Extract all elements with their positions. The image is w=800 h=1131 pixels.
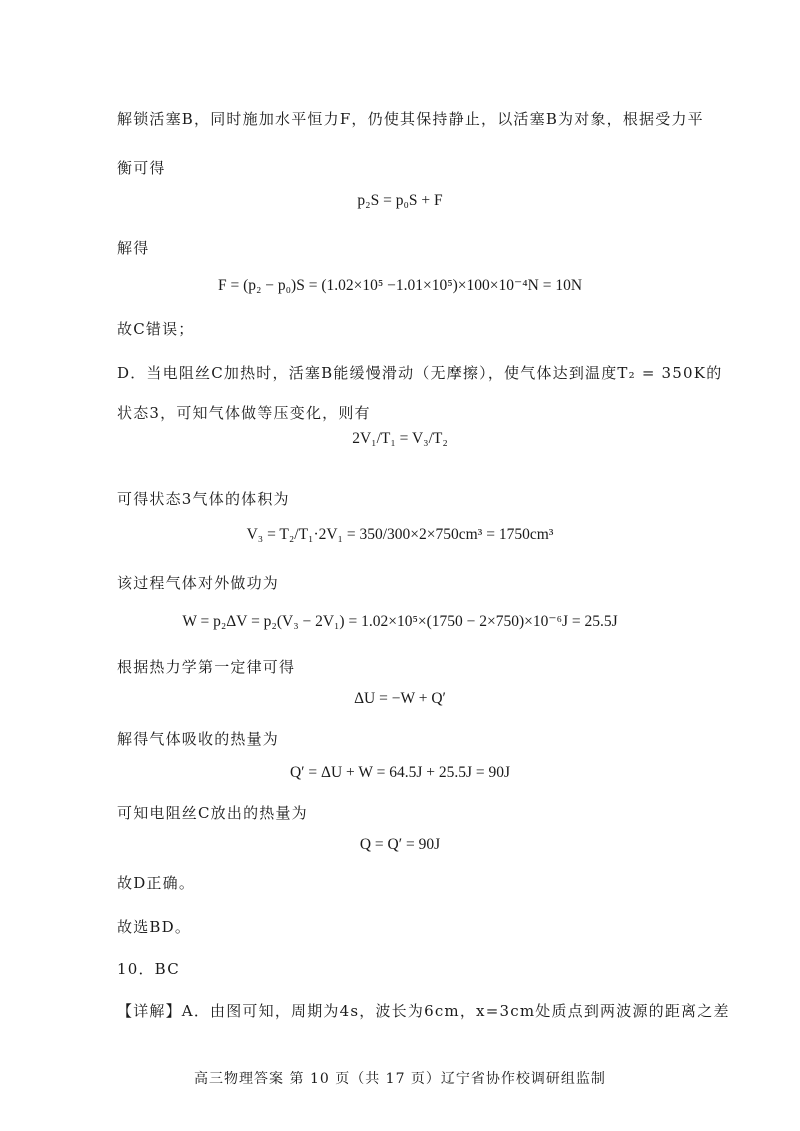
equation-heat-released bbox=[0, 836, 800, 854]
equation-isobaric-text: 2V₁/T₁ = V₃/T₂ bbox=[352, 430, 448, 447]
equation-force-value-text: F = (p₂ − p₀)S = (1.02×10⁵ −1.01×10⁵)×100×10⁻⁴N = 10N bbox=[217, 277, 583, 294]
equation-work-text: W = p₂ΔV = p₂(V₃ − 2V₁) = 1.02×10⁵×(1750 − 2×750)×10⁻⁶J = 25.5J bbox=[182, 613, 618, 630]
equation-volume bbox=[0, 526, 800, 544]
text-line-8: 该过程气体对外做功为 bbox=[117, 574, 280, 592]
text-line-7: 可得状态3气体的体积为 bbox=[117, 490, 290, 508]
equation-force-balance-text: p₂S = p₀S + F bbox=[357, 192, 443, 209]
text-line-5: D．当电阻丝C加热时，活塞B能缓慢滑动（无摩擦），使气体达到温度T₂ = 350K的 bbox=[117, 364, 723, 382]
text-line-11: 可知电阻丝C放出的热量为 bbox=[117, 804, 308, 822]
text-line-10: 解得气体吸收的热量为 bbox=[117, 730, 280, 748]
equation-heat-absorbed bbox=[0, 764, 800, 782]
equation-heat-absorbed-text: Q′ = ΔU + W = 64.5J + 25.5J = 90J bbox=[289, 764, 511, 781]
text-line-1: 解锁活塞B，同时施加水平恒力F，仍使其保持静止，以活塞B为对象，根据受力平 bbox=[117, 110, 704, 128]
equation-heat-released-text: Q = Q′ = 90J bbox=[359, 836, 441, 853]
text-line-14: 10．BC bbox=[117, 960, 180, 978]
equation-first-law bbox=[0, 690, 800, 708]
text-line-9: 根据热力学第一定律可得 bbox=[117, 658, 296, 676]
text-line-13: 故选BD。 bbox=[117, 918, 192, 936]
equation-force-value bbox=[0, 276, 800, 295]
text-line-15: 【详解】A．由图可知，周期为4s，波长为6cm，x=3cm处质点到两波源的距离之差 bbox=[117, 1002, 730, 1020]
equation-first-law-text: ΔU = −W + Q′ bbox=[354, 690, 446, 707]
equation-work bbox=[0, 612, 800, 631]
equation-force-balance bbox=[0, 192, 800, 210]
page-footer: 高三物理答案 第 10 页（共 17 页）辽宁省协作校调研组监制 bbox=[194, 1071, 606, 1087]
text-line-12: 故D正确。 bbox=[117, 874, 196, 892]
text-line-3: 解得 bbox=[117, 239, 150, 257]
text-line-4: 故C错误； bbox=[117, 320, 195, 338]
equation-volume-text: V₃ = T₂/T₁·2V₁ = 350/300×2×750cm³ = 1750cm³ bbox=[246, 526, 554, 543]
text-line-6: 状态3，可知气体做等压变化，则有 bbox=[117, 404, 371, 422]
text-line-2: 衡可得 bbox=[117, 159, 166, 177]
equation-isobaric bbox=[0, 430, 800, 448]
